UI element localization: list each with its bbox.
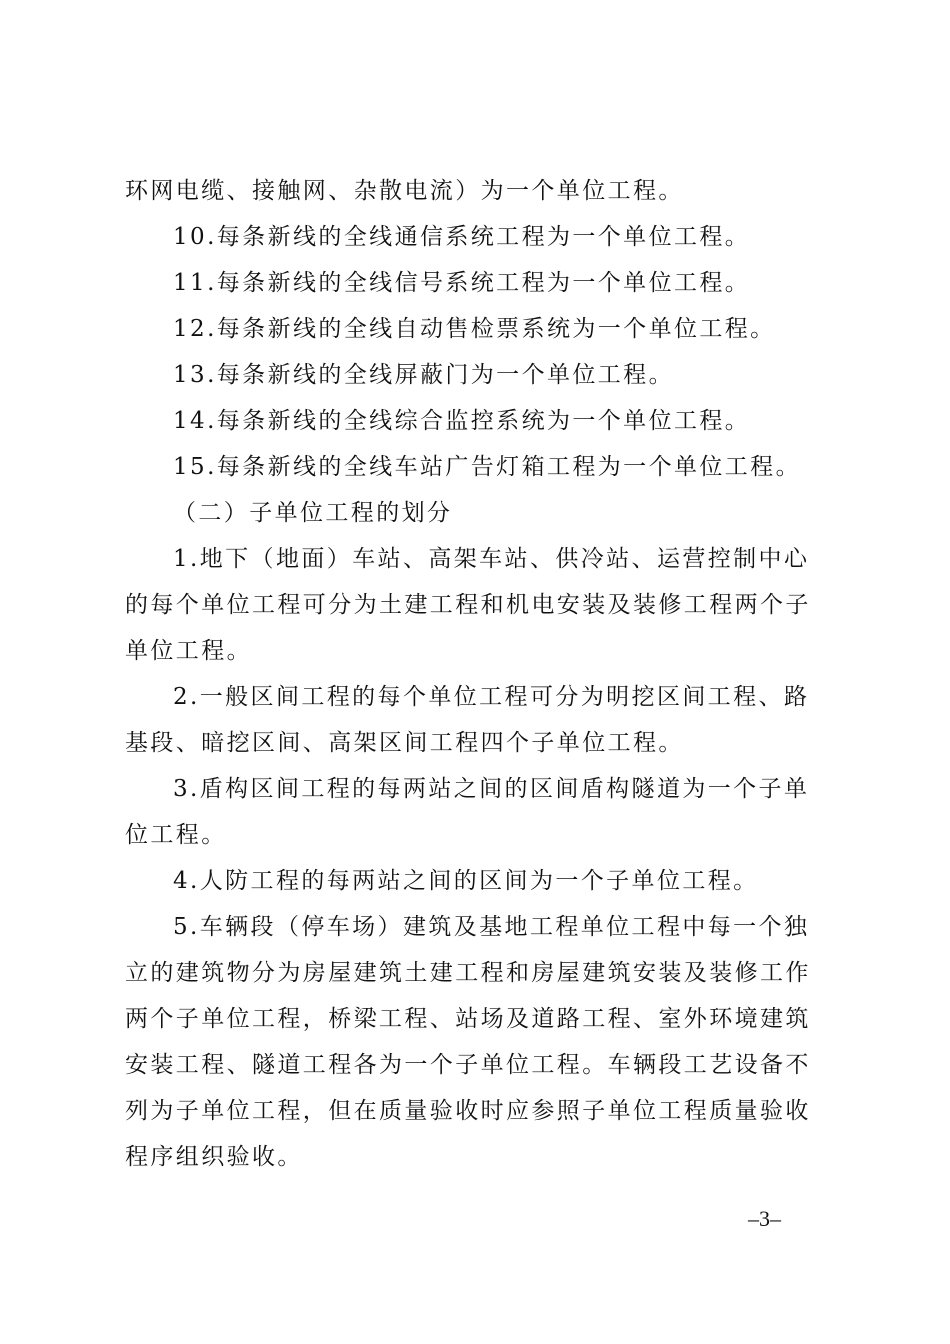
paragraph-sub-2: 2.一般区间工程的每个单位工程可分为明挖区间工程、路基段、暗挖区间、高架区间工程四个子单位工程。	[125, 684, 810, 756]
paragraph-sub-3: 3.盾构区间工程的每两站之间的区间盾构隧道为一个子单位工程。	[125, 776, 810, 848]
paragraph-sub-5: 5.车辆段（停车场）建筑及基地工程单位工程中每一个独立的建筑物分为房屋建筑土建工程和房屋建筑安装及装修工作两个子单位工程，桥梁工程、站场及道路工程、室外环境建筑安装工程、隧道工程各为一个子单位工程。车辆段工艺设备不列为子单位工程，但在质量验收时应参照子单位工程质量验收程序组织验收。	[125, 914, 811, 1170]
paragraph-item-10: 10.每条新线的全线通信系统工程为一个单位工程。	[173, 224, 751, 250]
paragraph-item-11: 11.每条新线的全线信号系统工程为一个单位工程。	[173, 270, 751, 296]
paragraph-item-13: 13.每条新线的全线屏蔽门为一个单位工程。	[173, 362, 674, 388]
page-number: –3–	[748, 1206, 781, 1231]
document-body	[125, 168, 830, 1180]
paragraph-continuation: 环网电缆、接触网、杂散电流）为一个单位工程。	[125, 178, 684, 204]
paragraph-item-12: 12.每条新线的全线自动售检票系统为一个单位工程。	[173, 316, 776, 342]
paragraph-sub-4: 4.人防工程的每两站之间的区间为一个子单位工程。	[173, 868, 759, 894]
section-heading: （二）子单位工程的划分	[173, 500, 453, 526]
paragraph-item-15: 15.每条新线的全线车站广告灯箱工程为一个单位工程。	[173, 454, 801, 480]
paragraph-sub-1: 1.地下（地面）车站、高架车站、供冷站、运营控制中心的每个单位工程可分为土建工程和机电安装及装修工程两个子单位工程。	[125, 546, 811, 664]
paragraph-item-14: 14.每条新线的全线综合监控系统为一个单位工程。	[173, 408, 751, 434]
